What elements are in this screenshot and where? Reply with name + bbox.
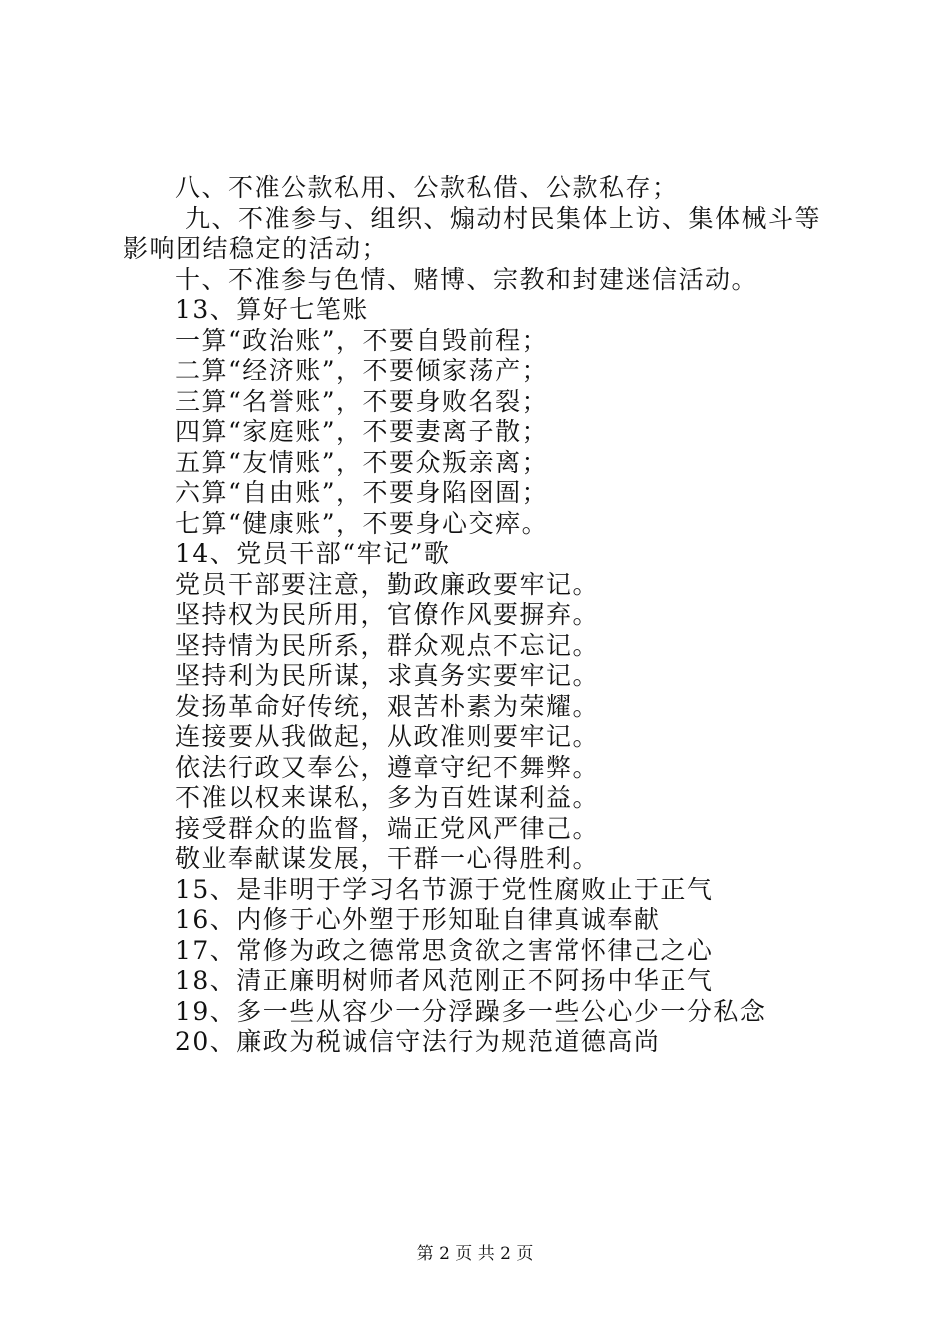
text-line: 七算“健康账”，不要身心交瘁。: [175, 508, 549, 538]
text-line: 三算“名誉账”，不要身败名裂；: [175, 386, 549, 416]
text-line: 十、不准参与色情、赌博、宗教和封建迷信活动。: [175, 264, 759, 294]
section-heading: 15、是非明于学习名节源于党性腐败止于正气: [175, 874, 714, 904]
text-line: 四算“家庭账”，不要妻离子散；: [175, 417, 549, 446]
section-heading: 20、廉政为税诚信守法行为规范道德高尚: [175, 1027, 661, 1056]
text-line: 敬业奉献谋发展，干群一心得胜利。: [175, 844, 600, 873]
text-line: 坚持情为民所系，群众观点不忘记。: [175, 630, 600, 660]
section-heading: 18、清正廉明树师者风范刚正不阿扬中华正气: [175, 966, 714, 995]
document-body: [123, 173, 843, 1058]
text-line: 坚持利为民所谋，求真务实要牢记。: [175, 661, 600, 690]
text-line: 不准以权来谋私，多为百姓谋利益。: [175, 783, 600, 812]
text-line: 二算“经济账”，不要倾家荡产；: [175, 356, 549, 385]
text-line: 九、不准参与、组织、煽动村民集体上访、集体械斗等影响团结稳定的活动；: [123, 203, 822, 263]
text-line: 坚持权为民所用，官僚作风要摒弃。: [175, 600, 600, 629]
text-line: 六算“自由账”，不要身陷囹圄；: [175, 478, 549, 507]
section-heading: 19、多一些从容少一分浮躁多一些公心少一分私念: [175, 996, 767, 1026]
section-heading: 17、常修为政之德常思贪欲之害常怀律己之心: [175, 935, 714, 965]
text-line: 接受群众的监督，端正党风严律己。: [175, 813, 600, 843]
text-line: 一算“政治账”，不要自毁前程；: [175, 325, 549, 355]
text-line: 发扬革命好传统，艰苦朴素为荣耀。: [175, 691, 600, 721]
text-line: 连接要从我做起，从政准则要牢记。: [175, 722, 600, 751]
section-heading: 13、算好七笔账: [175, 295, 369, 324]
text-line: 依法行政又奉公，遵章守纪不舞弊。: [175, 752, 600, 782]
text-line: 五算“友情账”，不要众叛亲离；: [175, 447, 549, 477]
text-line: 党员干部要注意，勤政廉政要牢记。: [175, 569, 600, 599]
text-line: 八、不准公款私用、公款私借、公款私存；: [175, 173, 679, 202]
page-footer: 第 2 页 共 2 页: [416, 1244, 534, 1264]
section-heading: 16、内修于心外塑于形知耻自律真诚奉献: [175, 905, 661, 934]
section-heading: 14、党员干部“牢记”歌: [175, 539, 451, 568]
